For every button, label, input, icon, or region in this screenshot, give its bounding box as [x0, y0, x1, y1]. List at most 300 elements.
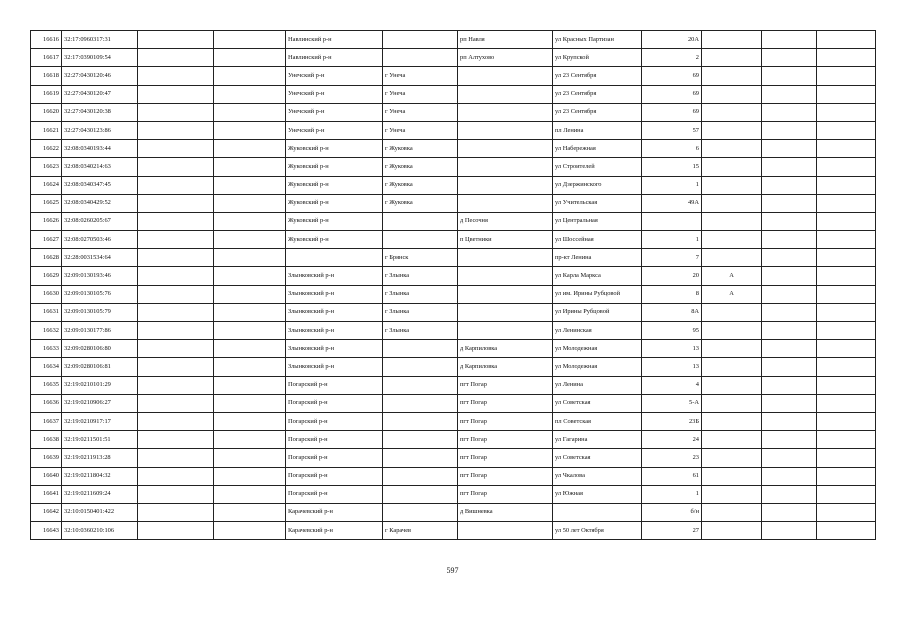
table-row [31, 340, 876, 358]
cadastral-number-cell: 32:08:0270503:46 [62, 231, 138, 249]
house-number-cell: 1 [642, 231, 702, 249]
house-number-cell: 57 [642, 121, 702, 139]
col-blank-1-cell [138, 412, 214, 430]
col-blank-2-cell [214, 85, 286, 103]
building-letter-cell [702, 194, 762, 212]
building-letter-cell [702, 412, 762, 430]
row-number-cell: 16631 [31, 303, 62, 321]
district-cell: Злынковский р-н [286, 303, 383, 321]
col-blank-3-cell [762, 176, 817, 194]
building-letter-cell [702, 394, 762, 412]
col-blank-3-cell [762, 121, 817, 139]
col-blank-3-cell [762, 449, 817, 467]
district-cell: Злынковский р-н [286, 340, 383, 358]
house-number-cell: 20 [642, 267, 702, 285]
col-blank-2-cell [214, 103, 286, 121]
district-cell: Навлинский р-н [286, 49, 383, 67]
cadastral-number-cell: 32:27:0430120:46 [62, 67, 138, 85]
settlement-cell: рп Навля [458, 31, 553, 49]
city-cell: г Унеча [383, 121, 458, 139]
col-blank-4-cell [817, 249, 876, 267]
building-letter-cell [702, 212, 762, 230]
col-blank-1-cell [138, 503, 214, 521]
settlement-cell: пгт Погар [458, 376, 553, 394]
street-cell: ул Советская [553, 394, 642, 412]
settlement-cell: пгт Погар [458, 412, 553, 430]
cadastral-number-cell: 32:27:0430120:38 [62, 103, 138, 121]
col-blank-1-cell [138, 303, 214, 321]
street-cell: ул Ленинская [553, 322, 642, 340]
row-number-cell: 16620 [31, 103, 62, 121]
col-blank-3-cell [762, 31, 817, 49]
house-number-cell: 15 [642, 158, 702, 176]
col-blank-3-cell [762, 394, 817, 412]
settlement-cell [458, 176, 553, 194]
building-letter-cell [702, 485, 762, 503]
street-cell [553, 503, 642, 521]
col-blank-1-cell [138, 212, 214, 230]
col-blank-1-cell [138, 485, 214, 503]
house-number-cell: 49А [642, 194, 702, 212]
district-cell: Злынковский р-н [286, 267, 383, 285]
settlement-cell [458, 194, 553, 212]
col-blank-2-cell [214, 394, 286, 412]
row-number-cell: 16627 [31, 231, 62, 249]
cadastral-number-cell: 32:19:0210906:27 [62, 394, 138, 412]
settlement-cell: рп Алтухово [458, 49, 553, 67]
col-blank-1-cell [138, 176, 214, 194]
table-row [31, 249, 876, 267]
col-blank-3-cell [762, 303, 817, 321]
col-blank-2-cell [214, 212, 286, 230]
table-row [31, 322, 876, 340]
settlement-cell [458, 249, 553, 267]
settlement-cell [458, 140, 553, 158]
district-cell: Жуковский р-н [286, 212, 383, 230]
row-number-cell: 16619 [31, 85, 62, 103]
cadastral-number-cell: 32:09:0130177:86 [62, 322, 138, 340]
cadastral-number-cell: 32:09:0280106:81 [62, 358, 138, 376]
street-cell: пр-кт Ленина [553, 249, 642, 267]
cadastral-number-cell: 32:27:0430123:86 [62, 121, 138, 139]
settlement-cell [458, 85, 553, 103]
row-number-cell: 16641 [31, 485, 62, 503]
col-blank-3-cell [762, 49, 817, 67]
table-row [31, 212, 876, 230]
col-blank-1-cell [138, 358, 214, 376]
col-blank-4-cell [817, 176, 876, 194]
col-blank-1-cell [138, 103, 214, 121]
col-blank-1-cell [138, 31, 214, 49]
settlement-cell [458, 322, 553, 340]
col-blank-3-cell [762, 503, 817, 521]
house-number-cell: 13 [642, 340, 702, 358]
col-blank-2-cell [214, 358, 286, 376]
cadastral-number-cell: 32:09:0130105:76 [62, 285, 138, 303]
house-number-cell: 8А [642, 303, 702, 321]
city-cell [383, 212, 458, 230]
col-blank-1-cell [138, 140, 214, 158]
row-number-cell: 16617 [31, 49, 62, 67]
cadastral-number-cell: 32:10:0150401:422 [62, 503, 138, 521]
city-cell: г Унеча [383, 67, 458, 85]
col-blank-4-cell [817, 158, 876, 176]
col-blank-3-cell [762, 285, 817, 303]
col-blank-3-cell [762, 158, 817, 176]
city-cell: г Злынка [383, 267, 458, 285]
building-letter-cell [702, 231, 762, 249]
col-blank-4-cell [817, 394, 876, 412]
street-cell: ул Центральная [553, 212, 642, 230]
row-number-cell: 16637 [31, 412, 62, 430]
col-blank-4-cell [817, 303, 876, 321]
district-cell: Навлинский р-н [286, 31, 383, 49]
district-cell: Погарский р-н [286, 412, 383, 430]
table-row [31, 467, 876, 485]
col-blank-1-cell [138, 322, 214, 340]
table-row [31, 449, 876, 467]
city-cell: г Карачев [383, 522, 458, 540]
col-blank-2-cell [214, 522, 286, 540]
col-blank-1-cell [138, 249, 214, 267]
col-blank-4-cell [817, 503, 876, 521]
district-cell: Злынковский р-н [286, 285, 383, 303]
settlement-cell: д Вишневка [458, 503, 553, 521]
col-blank-4-cell [817, 431, 876, 449]
building-letter-cell [702, 121, 762, 139]
district-cell: Погарский р-н [286, 485, 383, 503]
cadastral-number-cell: 32:10:0360210:106 [62, 522, 138, 540]
building-letter-cell [702, 431, 762, 449]
street-cell: ул Ирины Рубцовой [553, 303, 642, 321]
house-number-cell: 69 [642, 103, 702, 121]
table-row [31, 285, 876, 303]
street-cell: ул Гагарина [553, 431, 642, 449]
row-number-cell: 16624 [31, 176, 62, 194]
city-cell [383, 449, 458, 467]
city-cell: г Жуковка [383, 140, 458, 158]
building-letter-cell [702, 503, 762, 521]
col-blank-2-cell [214, 412, 286, 430]
house-number-cell: 27 [642, 522, 702, 540]
col-blank-4-cell [817, 140, 876, 158]
house-number-cell: 1 [642, 485, 702, 503]
col-blank-1-cell [138, 67, 214, 85]
house-number-cell [642, 212, 702, 230]
street-cell: пл Ленина [553, 121, 642, 139]
street-cell: ул 23 Сентября [553, 103, 642, 121]
district-cell: Погарский р-н [286, 431, 383, 449]
row-number-cell: 16621 [31, 121, 62, 139]
settlement-cell [458, 267, 553, 285]
cadastral-number-cell: 32:08:0340429:52 [62, 194, 138, 212]
district-cell [286, 249, 383, 267]
house-number-cell: 8 [642, 285, 702, 303]
settlement-cell: д Карпиловка [458, 358, 553, 376]
house-number-cell: 61 [642, 467, 702, 485]
col-blank-4-cell [817, 103, 876, 121]
table-row [31, 303, 876, 321]
building-letter-cell [702, 249, 762, 267]
registry-table [30, 30, 876, 540]
street-cell: ул Шоссейная [553, 231, 642, 249]
cadastral-number-cell: 32:08:0340214:63 [62, 158, 138, 176]
col-blank-2-cell [214, 49, 286, 67]
street-cell: ул Южная [553, 485, 642, 503]
street-cell: ул 50 лет Октября [553, 522, 642, 540]
city-cell [383, 503, 458, 521]
street-cell: ул Молодежная [553, 340, 642, 358]
table-row [31, 85, 876, 103]
settlement-cell [458, 103, 553, 121]
house-number-cell: 2 [642, 49, 702, 67]
col-blank-1-cell [138, 121, 214, 139]
city-cell: г Унеча [383, 85, 458, 103]
street-cell: ул Дзержинского [553, 176, 642, 194]
col-blank-1-cell [138, 267, 214, 285]
col-blank-4-cell [817, 449, 876, 467]
city-cell [383, 485, 458, 503]
col-blank-1-cell [138, 231, 214, 249]
row-number-cell: 16633 [31, 340, 62, 358]
col-blank-1-cell [138, 340, 214, 358]
city-cell: г Жуковка [383, 176, 458, 194]
col-blank-4-cell [817, 212, 876, 230]
col-blank-1-cell [138, 158, 214, 176]
col-blank-3-cell [762, 322, 817, 340]
house-number-cell: 95 [642, 322, 702, 340]
building-letter-cell [702, 522, 762, 540]
house-number-cell: 23Б [642, 412, 702, 430]
street-cell: ул Ленина [553, 376, 642, 394]
city-cell [383, 412, 458, 430]
house-number-cell: 69 [642, 67, 702, 85]
street-cell: пл Советская [553, 412, 642, 430]
table-row [31, 67, 876, 85]
street-cell: ул 23 Сентября [553, 67, 642, 85]
table-row [31, 194, 876, 212]
district-cell: Унечский р-н [286, 121, 383, 139]
row-number-cell: 16635 [31, 376, 62, 394]
col-blank-1-cell [138, 285, 214, 303]
district-cell: Унечский р-н [286, 67, 383, 85]
col-blank-4-cell [817, 322, 876, 340]
col-blank-2-cell [214, 376, 286, 394]
house-number-cell: 1 [642, 176, 702, 194]
col-blank-2-cell [214, 431, 286, 449]
building-letter-cell [702, 449, 762, 467]
col-blank-1-cell [138, 85, 214, 103]
district-cell: Унечский р-н [286, 85, 383, 103]
settlement-cell [458, 121, 553, 139]
col-blank-1-cell [138, 431, 214, 449]
table-row [31, 376, 876, 394]
cadastral-number-cell: 32:08:0340193:44 [62, 140, 138, 158]
col-blank-2-cell [214, 249, 286, 267]
cadastral-number-cell: 32:09:0280106:80 [62, 340, 138, 358]
row-number-cell: 16639 [31, 449, 62, 467]
house-number-cell: 23 [642, 449, 702, 467]
col-blank-3-cell [762, 467, 817, 485]
col-blank-3-cell [762, 140, 817, 158]
cadastral-number-cell: 32:19:0210101:29 [62, 376, 138, 394]
col-blank-4-cell [817, 376, 876, 394]
cadastral-number-cell: 32:19:0211804:32 [62, 467, 138, 485]
table-row [31, 267, 876, 285]
col-blank-1-cell [138, 394, 214, 412]
district-cell: Карачевский р-н [286, 503, 383, 521]
col-blank-2-cell [214, 467, 286, 485]
row-number-cell: 16640 [31, 467, 62, 485]
table-row [31, 140, 876, 158]
col-blank-3-cell [762, 412, 817, 430]
col-blank-3-cell [762, 376, 817, 394]
cadastral-number-cell: 32:09:0130105:79 [62, 303, 138, 321]
col-blank-2-cell [214, 231, 286, 249]
city-cell: г Злынка [383, 285, 458, 303]
row-number-cell: 16628 [31, 249, 62, 267]
col-blank-4-cell [817, 231, 876, 249]
settlement-cell: пгт Погар [458, 431, 553, 449]
cadastral-number-cell: 32:17:0390109:54 [62, 49, 138, 67]
col-blank-4-cell [817, 267, 876, 285]
city-cell: г Жуковка [383, 194, 458, 212]
cadastral-number-cell: 32:17:0960317:31 [62, 31, 138, 49]
col-blank-3-cell [762, 340, 817, 358]
row-number-cell: 16629 [31, 267, 62, 285]
city-cell [383, 431, 458, 449]
table-row [31, 358, 876, 376]
settlement-cell [458, 522, 553, 540]
col-blank-4-cell [817, 67, 876, 85]
settlement-cell: д Песочня [458, 212, 553, 230]
house-number-cell: 13 [642, 358, 702, 376]
col-blank-2-cell [214, 322, 286, 340]
street-cell: ул Учительская [553, 194, 642, 212]
col-blank-1-cell [138, 522, 214, 540]
house-number-cell: 6 [642, 140, 702, 158]
building-letter-cell [702, 158, 762, 176]
col-blank-4-cell [817, 31, 876, 49]
col-blank-4-cell [817, 412, 876, 430]
table-row [31, 31, 876, 49]
table-row [31, 394, 876, 412]
col-blank-2-cell [214, 67, 286, 85]
building-letter-cell [702, 303, 762, 321]
col-blank-2-cell [214, 303, 286, 321]
settlement-cell: д Карпиловка [458, 340, 553, 358]
city-cell [383, 49, 458, 67]
row-number-cell: 16630 [31, 285, 62, 303]
col-blank-4-cell [817, 340, 876, 358]
cadastral-number-cell: 32:27:0430120:47 [62, 85, 138, 103]
col-blank-4-cell [817, 85, 876, 103]
row-number-cell: 16643 [31, 522, 62, 540]
city-cell [383, 394, 458, 412]
row-number-cell: 16622 [31, 140, 62, 158]
house-number-cell: 24 [642, 431, 702, 449]
col-blank-3-cell [762, 67, 817, 85]
table-row [31, 231, 876, 249]
house-number-cell: 5-А [642, 394, 702, 412]
settlement-cell: пгт Погар [458, 394, 553, 412]
cadastral-number-cell: 32:19:0211501:51 [62, 431, 138, 449]
col-blank-4-cell [817, 485, 876, 503]
city-cell: г Злынка [383, 303, 458, 321]
row-number-cell: 16634 [31, 358, 62, 376]
row-number-cell: 16618 [31, 67, 62, 85]
col-blank-4-cell [817, 49, 876, 67]
table-row [31, 103, 876, 121]
building-letter-cell [702, 322, 762, 340]
col-blank-2-cell [214, 449, 286, 467]
building-letter-cell [702, 376, 762, 394]
street-cell: ул им. Ирины Рубцовой [553, 285, 642, 303]
row-number-cell: 16636 [31, 394, 62, 412]
cadastral-number-cell: 32:19:0210917:17 [62, 412, 138, 430]
settlement-cell [458, 67, 553, 85]
col-blank-3-cell [762, 212, 817, 230]
col-blank-2-cell [214, 31, 286, 49]
street-cell: ул Красных Партизан [553, 31, 642, 49]
col-blank-2-cell [214, 176, 286, 194]
col-blank-1-cell [138, 376, 214, 394]
cadastral-number-cell: 32:08:0340347:45 [62, 176, 138, 194]
district-cell: Жуковский р-н [286, 140, 383, 158]
street-cell: ул Набережная [553, 140, 642, 158]
cadastral-number-cell: 32:08:0260205:67 [62, 212, 138, 230]
house-number-cell: 20А [642, 31, 702, 49]
district-cell: Жуковский р-н [286, 231, 383, 249]
cadastral-number-cell: 32:09:0130193:46 [62, 267, 138, 285]
col-blank-4-cell [817, 467, 876, 485]
col-blank-4-cell [817, 121, 876, 139]
building-letter-cell: А [702, 285, 762, 303]
district-cell: Злынковский р-н [286, 322, 383, 340]
row-number-cell: 16632 [31, 322, 62, 340]
settlement-cell [458, 158, 553, 176]
city-cell: г Унеча [383, 103, 458, 121]
col-blank-1-cell [138, 49, 214, 67]
district-cell: Погарский р-н [286, 376, 383, 394]
col-blank-3-cell [762, 231, 817, 249]
row-number-cell: 16638 [31, 431, 62, 449]
row-number-cell: 16623 [31, 158, 62, 176]
col-blank-4-cell [817, 194, 876, 212]
col-blank-3-cell [762, 249, 817, 267]
district-cell: Погарский р-н [286, 394, 383, 412]
row-number-cell: 16626 [31, 212, 62, 230]
city-cell [383, 376, 458, 394]
table-row [31, 176, 876, 194]
city-cell: г Жуковка [383, 158, 458, 176]
col-blank-2-cell [214, 158, 286, 176]
building-letter-cell [702, 176, 762, 194]
district-cell: Погарский р-н [286, 449, 383, 467]
settlement-cell [458, 285, 553, 303]
col-blank-4-cell [817, 285, 876, 303]
house-number-cell: б/н [642, 503, 702, 521]
page-number: 597 [446, 566, 459, 575]
cadastral-number-cell: 32:19:0211913:28 [62, 449, 138, 467]
city-cell: г Злынка [383, 322, 458, 340]
street-cell: ул Крупской [553, 49, 642, 67]
col-blank-3-cell [762, 103, 817, 121]
house-number-cell: 4 [642, 376, 702, 394]
city-cell [383, 31, 458, 49]
building-letter-cell: А [702, 267, 762, 285]
house-number-cell: 7 [642, 249, 702, 267]
